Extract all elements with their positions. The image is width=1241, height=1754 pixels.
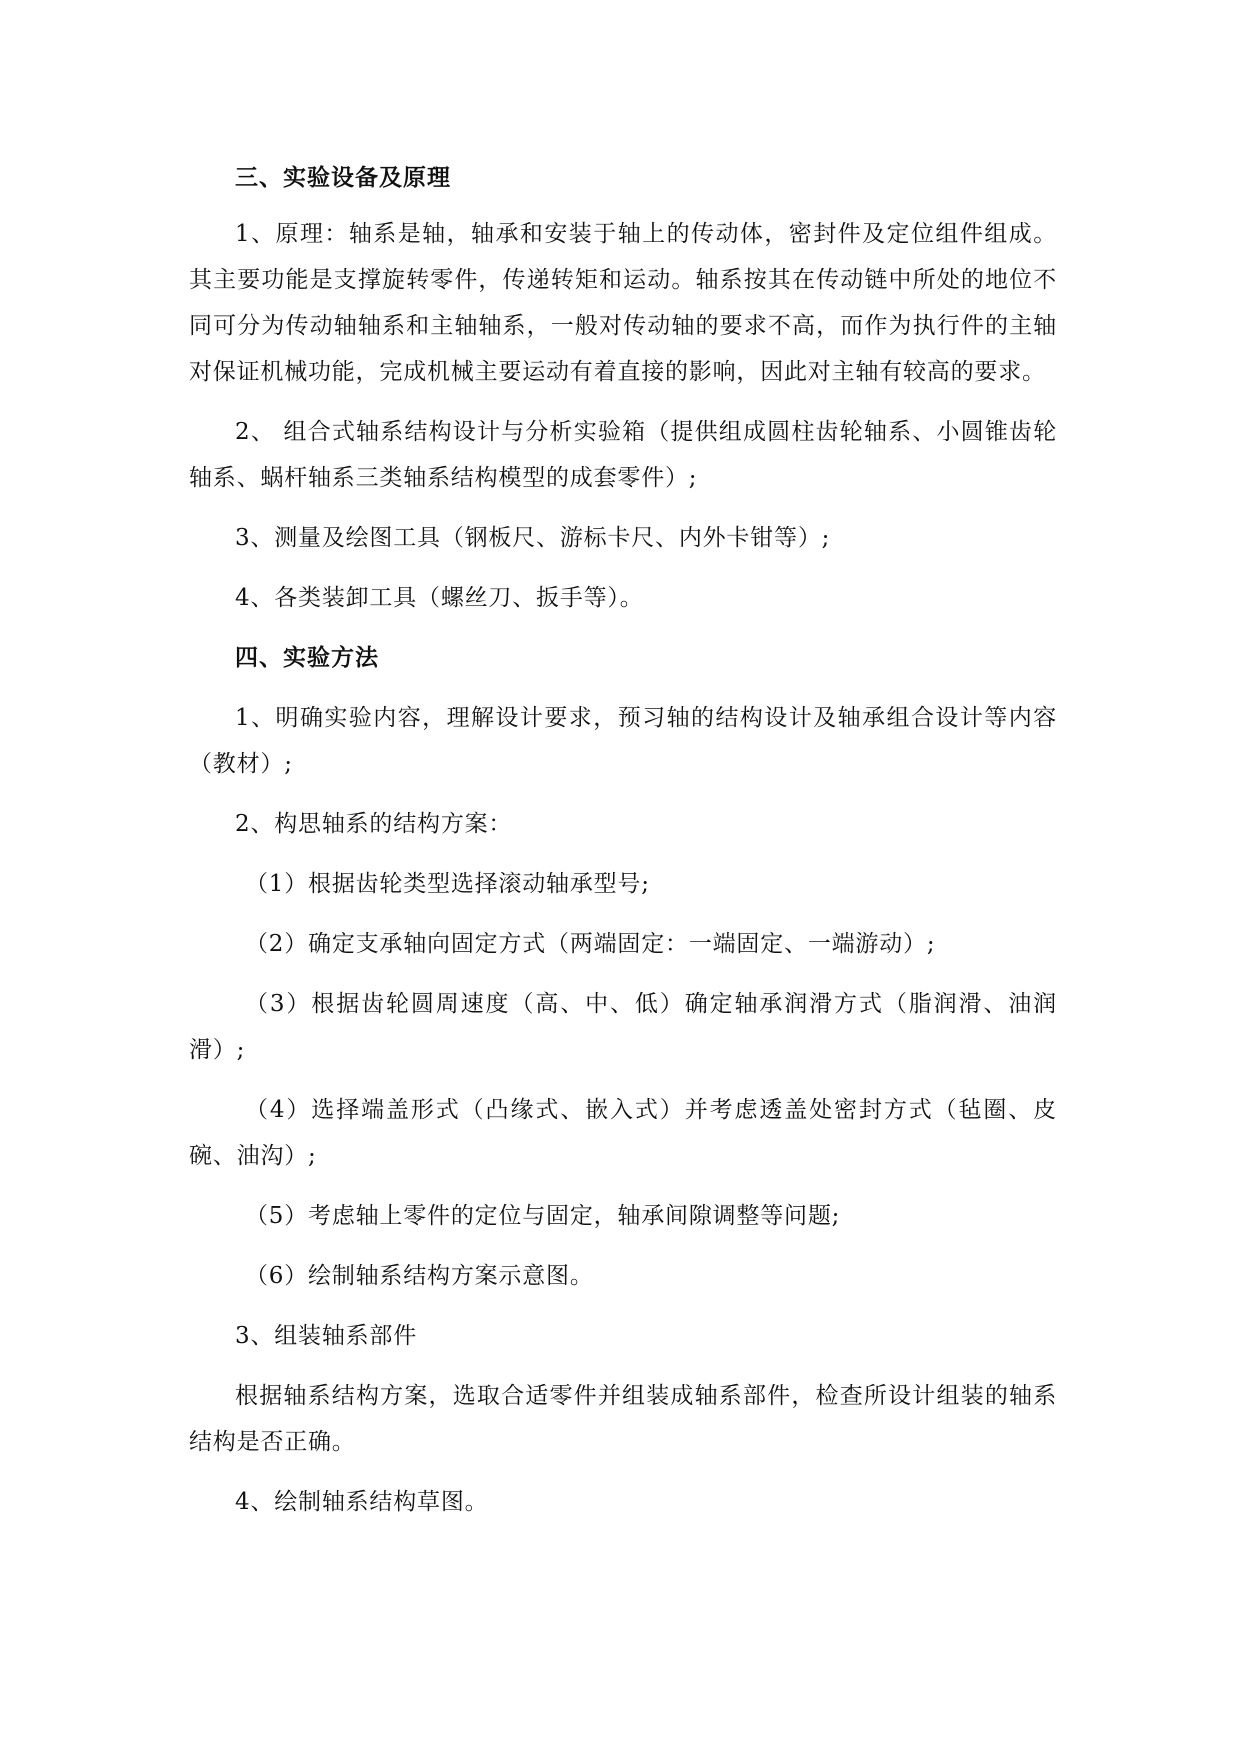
section-4-paragraph-1: 1、明确实验内容，理解设计要求，预习轴的结构设计及轴承组合设计等内容（教材）; [189, 705, 1057, 777]
section-4-step-3: （3）根据齿轮圆周速度（高、中、低）确定轴承润滑方式（脂润滑、油润滑）; [189, 991, 1057, 1063]
section-4-step-4: （4）选择端盖形式（凸缘式、嵌入式）并考虑透盖处密封方式（毡圈、皮碗、油沟）; [189, 1097, 1057, 1169]
section-4-step-1: （1）根据齿轮类型选择滚动轴承型号; [245, 871, 650, 897]
section-4-paragraph-3-body: 根据轴系结构方案，选取合适零件并组装成轴系部件，检查所设计组装的轴系结构是否正确。 [189, 1383, 1057, 1455]
section-4-paragraph-2: 2、构思轴系的结构方案： [235, 811, 513, 837]
section-3-paragraph-1: 1、原理：轴系是轴，轴承和安装于轴上的传动体，密封件及定位组件组成。其主要功能是支撑旋转零件，传递转矩和运动。轴系按其在传动链中所处的地位不同可分为传动轴轴系和主轴轴系，一般对传动轴的要求不高，而作为执行件的主轴对保证机械功能，完成机械主要运动有着直接的影响，因此对主轴有较高的要求。 [189, 221, 1057, 385]
section-3-paragraph-2: 2、 组合式轴系结构设计与分析实验箱（提供组成圆柱齿轮轴系、小圆锥齿轮轴系、蜗杆轴系三类轴系结构模型的成套零件）; [189, 419, 1057, 491]
section-4-step-6: （6）绘制轴系结构方案示意图。 [245, 1263, 594, 1289]
section-4-paragraph-3: 3、组装轴系部件 [235, 1323, 418, 1349]
section-3-paragraph-4: 4、各类装卸工具（螺丝刀、扳手等）。 [235, 585, 644, 611]
section-4-paragraph-4: 4、绘制轴系结构草图。 [235, 1489, 489, 1515]
section-4-heading: 四、实验方法 [235, 644, 379, 671]
section-3-paragraph-3: 3、测量及绘图工具（钢板尺、游标卡尺、内外卡钳等）; [235, 525, 831, 551]
document-body [189, 155, 1057, 1525]
section-3-heading: 三、实验设备及原理 [235, 164, 451, 191]
section-4-step-2: （2）确定支承轴向固定方式（两端固定：一端固定、一端游动）; [245, 931, 936, 957]
section-4-step-5: （5）考虑轴上零件的定位与固定，轴承间隙调整等问题; [245, 1203, 841, 1229]
